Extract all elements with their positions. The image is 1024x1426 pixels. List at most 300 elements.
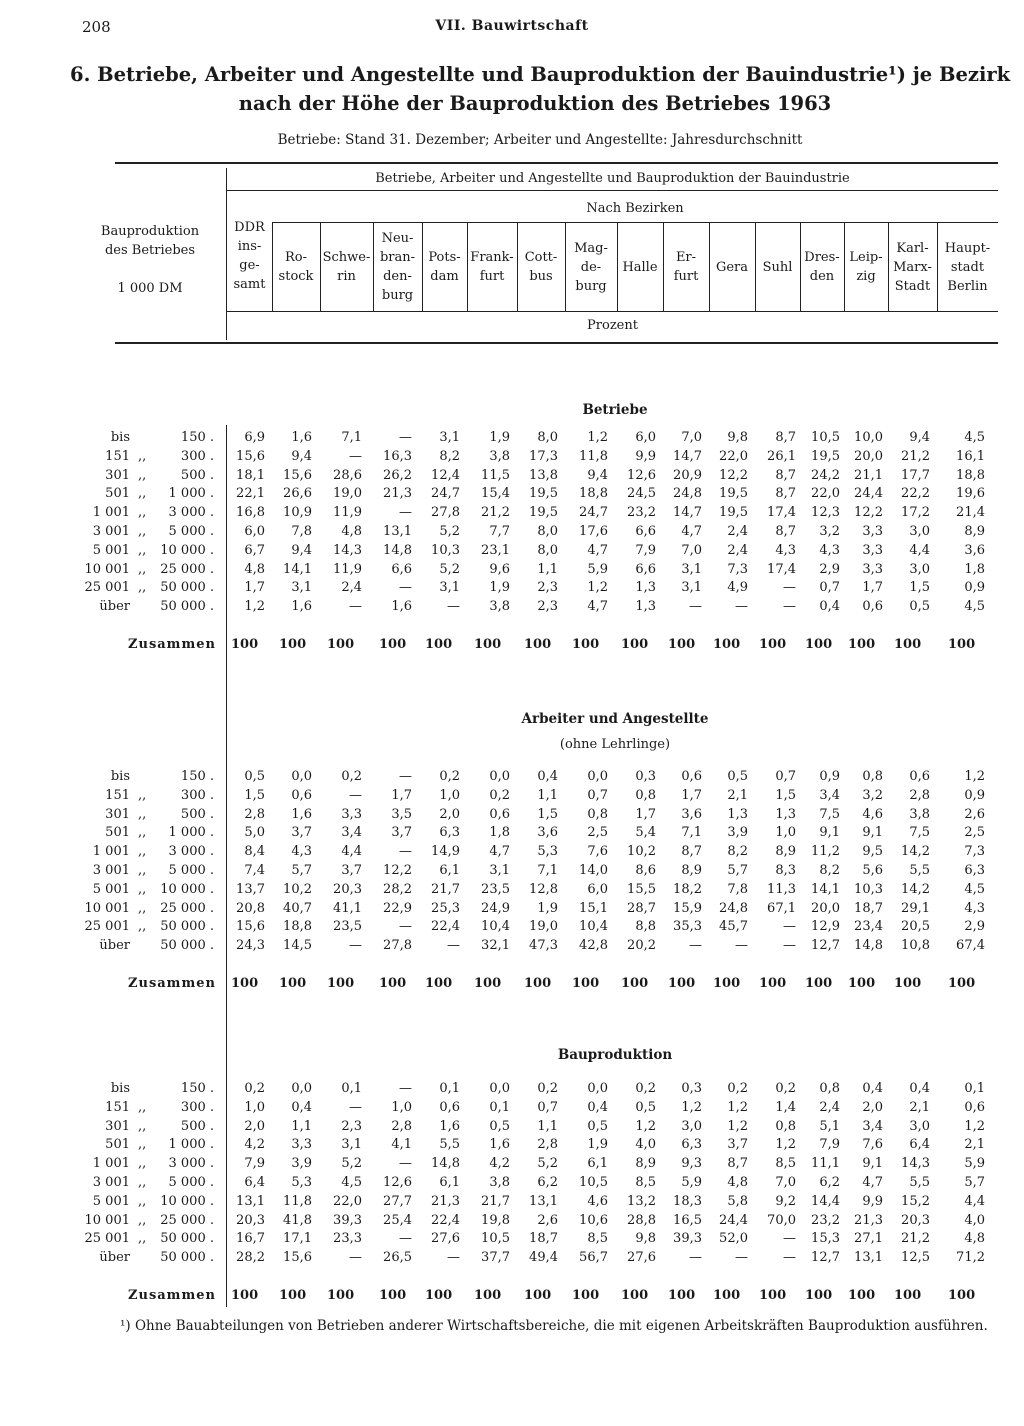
row-label: [82, 1250, 222, 1268]
table-cell: 11,9: [333, 505, 362, 521]
table-cell: 1,2: [681, 1099, 702, 1115]
table-cell: 0,8: [775, 1118, 796, 1134]
table-cell: 27,7: [383, 1193, 412, 1209]
table-cell: 0,8: [819, 1081, 840, 1096]
table-cell: 24,7: [431, 486, 460, 502]
table-cell: 20,2: [627, 938, 656, 954]
table-cell: 3,4: [862, 1118, 883, 1134]
table-cell: 1,3: [635, 599, 656, 615]
table-cell: 0,4: [909, 1081, 930, 1096]
table-cell: 0,2: [537, 1081, 558, 1096]
total-cell: 100: [572, 637, 600, 652]
row-label-from: 301: [105, 1118, 130, 1134]
table-cell: 5,8: [727, 1193, 748, 1209]
table-cell: 3,0: [909, 1118, 930, 1134]
row-label: [82, 1175, 222, 1193]
table-cell: 9,3: [681, 1156, 702, 1172]
table-cell: —: [399, 505, 412, 521]
table-cell: 1,2: [587, 430, 608, 445]
row-label-to: 500 .: [180, 806, 214, 822]
table-cell: 4,7: [587, 542, 608, 558]
table-cell: 0,0: [587, 769, 608, 784]
table-cell: 8,2: [819, 863, 840, 878]
table-cell: 1,5: [909, 580, 930, 596]
table-cell: 25,4: [383, 1212, 412, 1228]
table-cell: 14,5: [283, 938, 312, 954]
table-cell: 8,4: [244, 844, 265, 860]
table-cell: 15,6: [283, 467, 312, 483]
row-label-to: 10 000 .: [160, 542, 214, 558]
table-cell: 17,2: [901, 505, 930, 521]
table-cell: 19,5: [529, 486, 558, 502]
table-cell: 9,9: [862, 1193, 883, 1209]
table-cell: 5,2: [537, 1156, 558, 1172]
table-cell: 0,5: [635, 1099, 656, 1115]
total-cell: 100: [231, 637, 259, 652]
table-cell: 40,7: [283, 900, 312, 916]
table-cell: 1,9: [537, 900, 558, 916]
table-cell: —: [399, 580, 412, 596]
row-label-from: 501: [105, 486, 130, 502]
table-cell: 8,9: [775, 844, 796, 860]
table-cell: 6,6: [635, 524, 656, 539]
table-cell: 14,3: [333, 542, 362, 558]
table-cell: —: [447, 599, 460, 615]
row-label: [82, 468, 222, 486]
table-cell: 12,6: [383, 1175, 412, 1190]
table-cell: 0,2: [341, 769, 362, 784]
table-cell: 0,0: [587, 1081, 608, 1096]
total-cell: 100: [327, 976, 355, 991]
table-cell: 23,1: [481, 542, 510, 558]
table-cell: 18,8: [579, 486, 608, 502]
table-cell: 71,2: [956, 1250, 985, 1266]
column-header: bus: [529, 269, 553, 284]
table-cell: 14,1: [811, 881, 840, 897]
table-cell: 0,2: [244, 1081, 265, 1096]
row-label: [82, 449, 222, 467]
table-cell: 0,7: [819, 580, 840, 596]
total-cell: 100: [948, 1288, 976, 1303]
table-cell: 2,8: [909, 787, 930, 803]
table-cell: 4,4: [964, 1193, 985, 1209]
table-cell: 8,5: [635, 1175, 656, 1190]
column-header: Gera: [715, 259, 749, 275]
table-cell: 14,8: [854, 938, 883, 954]
table-cell: —: [349, 1250, 362, 1266]
table-cell: 5,7: [727, 863, 748, 878]
row-label-to: 1 000 .: [168, 825, 214, 841]
table-cell: 1,0: [391, 1099, 412, 1115]
table-cell: 4,1: [391, 1137, 412, 1153]
table-cell: 22,4: [431, 919, 460, 935]
table-cell: 0,1: [439, 1081, 460, 1096]
table-cell: —: [399, 844, 412, 860]
table-cell: 0,1: [489, 1099, 510, 1115]
table-cell: —: [349, 599, 362, 615]
table-cell: 3,1: [439, 580, 460, 596]
row-label-from: 5 001: [92, 881, 130, 897]
total-cell: 100: [231, 1288, 259, 1303]
table-cell: 5,6: [862, 863, 883, 878]
table-cell: 5,2: [439, 524, 460, 539]
table-cell: 1,9: [587, 1137, 608, 1153]
row-label-to: 500 .: [180, 467, 214, 483]
table-cell: 18,2: [673, 881, 702, 897]
table-cell: 18,7: [854, 900, 883, 916]
table-cell: 17,6: [579, 524, 608, 539]
table-cell: 6,1: [439, 863, 460, 878]
row-label-to: 25 000 .: [160, 561, 214, 577]
table-cell: 3,7: [291, 825, 312, 841]
table-cell: 13,1: [854, 1250, 883, 1266]
total-cell: 100: [572, 976, 600, 991]
table-cell: 3,0: [909, 524, 930, 539]
table-cell: 12,2: [854, 505, 883, 521]
table-cell: 1,6: [391, 599, 412, 615]
column-header: den-: [383, 269, 412, 284]
table-cell: 19,8: [481, 1212, 510, 1228]
table-cell: 3,8: [909, 806, 930, 822]
row-label-to: 500 .: [180, 1118, 214, 1134]
table-cell: 2,4: [341, 580, 362, 596]
row-label: [82, 1194, 222, 1212]
column-header: stock: [278, 269, 314, 284]
row-label-from: 25 001: [84, 1231, 130, 1247]
table-cell: 11,8: [283, 1193, 312, 1209]
row-label: [82, 1119, 222, 1137]
table-cell: 14,1: [283, 561, 312, 577]
table-cell: 21,1: [854, 467, 883, 483]
table-cell: 12,6: [627, 467, 656, 483]
table-cell: 7,8: [291, 524, 312, 539]
table-cell: 8,0: [537, 430, 558, 445]
row-label-to: 3 000 .: [168, 505, 214, 521]
row-label-ditto: ,,: [138, 1175, 147, 1190]
table-cell: 0,0: [489, 769, 510, 784]
table-cell: 6,0: [587, 881, 608, 897]
column-header: DDR: [234, 220, 265, 235]
row-label-ditto: ,,: [138, 919, 147, 935]
table-cell: 1,3: [775, 806, 796, 822]
running-head: VII. Bauwirtschaft: [435, 18, 589, 34]
column-header: dam: [430, 269, 459, 284]
table-cell: 12,2: [383, 863, 412, 878]
column-header: ins-: [237, 239, 262, 254]
table-cell: 11,3: [767, 881, 796, 897]
table-cell: 49,4: [529, 1250, 558, 1266]
table-cell: 24,3: [236, 938, 265, 954]
table-cell: 8,0: [537, 542, 558, 558]
table-cell: —: [735, 599, 748, 615]
total-cell: 100: [621, 976, 649, 991]
table-cell: 12,3: [811, 505, 840, 521]
table-cell: 2,8: [391, 1118, 412, 1134]
column-header: Suhl: [762, 259, 793, 275]
table-cell: 14,2: [901, 844, 930, 860]
table-cell: 1,1: [537, 787, 558, 803]
table-cell: 3,0: [909, 561, 930, 577]
row-label-from: 3 001: [92, 1175, 130, 1190]
table-cell: 39,3: [333, 1212, 362, 1228]
table-cell: 10,6: [579, 1212, 608, 1228]
table-cell: 1,3: [635, 580, 656, 596]
table-cell: —: [783, 1250, 796, 1266]
table-cell: 5,5: [439, 1137, 460, 1153]
table-cell: 8,0: [537, 524, 558, 539]
table-cell: 1,6: [291, 599, 312, 615]
row-label-from: 151: [105, 1099, 130, 1115]
table-cell: —: [735, 1250, 748, 1266]
row-label-ditto: ,,: [138, 467, 147, 483]
table-cell: 0,0: [291, 1081, 312, 1096]
table-cell: 7,7: [489, 524, 510, 539]
table-cell: 14,2: [901, 881, 930, 897]
total-cell: 100: [848, 976, 876, 991]
row-label: [82, 1231, 222, 1249]
column-header: de-: [580, 259, 602, 275]
table-cell: 3,1: [439, 430, 460, 445]
table-cell: 17,3: [529, 448, 558, 464]
table-cell: 4,5: [964, 430, 985, 445]
table-cell: 21,2: [901, 448, 930, 464]
table-cell: 2,5: [587, 825, 608, 841]
row-label-from: 3 001: [92, 524, 130, 539]
row-label-ditto: ,,: [138, 1193, 147, 1209]
row-label-ditto: ,,: [138, 1118, 147, 1134]
table-cell: 8,5: [587, 1231, 608, 1247]
table-cell: 27,6: [627, 1250, 656, 1266]
table-cell: 3,3: [862, 542, 883, 558]
table-cell: 8,7: [775, 524, 796, 539]
table-cell: 4,3: [819, 542, 840, 558]
column-header: furt: [673, 269, 699, 284]
table-cell: 3,6: [681, 806, 702, 822]
table-cell: 24,2: [811, 467, 840, 483]
table-cell: —: [349, 938, 362, 954]
table-cell: 7,0: [681, 542, 702, 558]
column-header: Er-: [675, 250, 697, 265]
row-label-to: 25 000 .: [160, 1212, 214, 1228]
table-cell: 4,5: [341, 1175, 362, 1190]
row-label-to: 150 .: [180, 769, 214, 784]
table-cell: 2,1: [909, 1099, 930, 1115]
table-cell: —: [783, 938, 796, 954]
total-cell: 100: [572, 1288, 600, 1303]
column-header: bran-: [379, 250, 416, 265]
table-cell: 3,3: [862, 561, 883, 577]
table-cell: 10,2: [627, 844, 656, 860]
table-cell: 0,1: [964, 1081, 985, 1096]
table-cell: 37,7: [481, 1250, 510, 1266]
table-cell: 5,9: [587, 561, 608, 577]
table-cell: 1,7: [244, 580, 265, 596]
table-cell: 17,7: [901, 467, 930, 483]
total-cell: 100: [948, 976, 976, 991]
table-cell: 3,1: [341, 1137, 362, 1153]
table-cell: 15,6: [236, 919, 265, 935]
table-cell: 52,0: [719, 1231, 748, 1247]
table-cell: 12,8: [529, 881, 558, 897]
table-cell: 5,5: [909, 863, 930, 878]
column-header: ge-: [239, 258, 260, 273]
table-cell: 26,6: [283, 486, 312, 502]
section-title: Betriebe: [582, 402, 648, 418]
table-cell: 14,0: [579, 863, 608, 878]
table-cell: 9,6: [489, 561, 510, 577]
total-cell: 100: [805, 1288, 833, 1303]
row-label-ditto: ,,: [138, 505, 147, 521]
table-cell: 1,5: [775, 787, 796, 803]
table-cell: 14,9: [431, 844, 460, 860]
table-cell: 0,0: [291, 769, 312, 784]
table-cell: 22,4: [431, 1212, 460, 1228]
table-cell: 1,6: [489, 1137, 510, 1153]
column-header: Cott-: [524, 250, 558, 265]
row-label-from: über: [99, 938, 130, 954]
table-cell: 1,0: [244, 1099, 265, 1115]
table-cell: 42,8: [579, 938, 608, 954]
table-cell: 5,2: [341, 1156, 362, 1172]
table-cell: 19,6: [956, 486, 985, 502]
table-cell: 3,4: [819, 787, 840, 803]
row-label-ditto: ,,: [138, 806, 147, 822]
table-cell: 0,5: [727, 769, 748, 784]
section-title: Arbeiter und Angestellte: [521, 711, 709, 727]
row-label-from: 25 001: [84, 919, 130, 935]
table-cell: 2,9: [819, 561, 840, 577]
column-header: Neu-: [381, 231, 414, 246]
row-label-from: 25 001: [84, 580, 130, 596]
table-cell: 12,7: [811, 1250, 840, 1266]
table-cell: 3,5: [391, 806, 412, 822]
row-label-from: 301: [105, 467, 130, 483]
table-cell: 13,1: [236, 1193, 265, 1209]
table-cell: 23,3: [333, 1231, 362, 1247]
total-cell: 100: [425, 976, 453, 991]
row-label: [82, 901, 222, 919]
table-cell: 0,8: [635, 787, 656, 803]
table-cell: 1,7: [391, 787, 412, 803]
table-cell: 7,1: [341, 430, 362, 445]
table-cell: 2,0: [439, 806, 460, 822]
row-label-from: 10 001: [84, 1212, 130, 1228]
row-label-to: 50 000 .: [160, 599, 214, 615]
row-label-from: über: [99, 599, 130, 615]
table-cell: 7,3: [727, 561, 748, 577]
table-cell: 27,8: [431, 505, 460, 521]
total-cell: 100: [524, 1288, 552, 1303]
row-label: [82, 1137, 222, 1155]
row-label-to: 150 .: [180, 430, 214, 445]
table-cell: 3,1: [681, 561, 702, 577]
total-cell: 100: [848, 1288, 876, 1303]
table-cell: 3,6: [537, 825, 558, 841]
row-label-to: 5 000 .: [168, 524, 214, 539]
table-cell: —: [689, 938, 702, 954]
table-cell: 7,0: [681, 430, 702, 445]
table-cell: 19,0: [333, 486, 362, 502]
table-cell: 0,6: [291, 787, 312, 803]
table-cell: 0,1: [341, 1081, 362, 1096]
table-cell: 20,5: [901, 919, 930, 935]
table-cell: 4,5: [964, 881, 985, 897]
table-cell: 10,5: [811, 430, 840, 445]
table-cell: 6,6: [635, 561, 656, 577]
table-cell: 6,6: [391, 561, 412, 577]
table-cell: 15,3: [811, 1231, 840, 1247]
table-cell: 3,7: [727, 1137, 748, 1153]
spanner-rule: [227, 190, 998, 191]
table-cell: 21,3: [383, 486, 412, 502]
table-cell: 19,5: [719, 486, 748, 502]
row-label: [82, 505, 222, 523]
row-label-from: 501: [105, 1137, 130, 1153]
table-cell: 7,9: [819, 1137, 840, 1153]
row-label-ditto: ,,: [138, 486, 147, 502]
table-cell: 24,8: [673, 486, 702, 502]
table-cell: 1,2: [727, 1099, 748, 1115]
table-cell: 0,9: [964, 580, 985, 596]
table-cell: 8,2: [727, 844, 748, 860]
row-label-ditto: ,,: [138, 1156, 147, 1172]
table-cell: 20,3: [236, 1212, 265, 1228]
total-cell: 100: [379, 976, 407, 991]
table-cell: 2,3: [537, 599, 558, 615]
section-subtitle: (ohne Lehrlinge): [559, 737, 671, 752]
table-cell: 4,4: [909, 542, 930, 558]
total-cell: 100: [327, 637, 355, 652]
table-cell: 22,0: [333, 1193, 362, 1209]
table-cell: 0,8: [587, 806, 608, 822]
column-header: Frank-: [470, 250, 514, 265]
table-cell: 28,2: [236, 1250, 265, 1266]
table-cell: 10,3: [854, 881, 883, 897]
table-cell: 0,6: [489, 806, 510, 822]
table-cell: 0,2: [775, 1081, 796, 1096]
table-cell: 0,7: [775, 769, 796, 784]
column-header: Schwe-: [322, 250, 371, 265]
table-cell: 2,8: [537, 1137, 558, 1153]
table-cell: 1,2: [244, 599, 265, 615]
table-cell: 0,2: [489, 787, 510, 803]
total-cell: 100: [894, 1288, 922, 1303]
row-label-to: 10 000 .: [160, 881, 214, 897]
table-cell: 3,3: [291, 1137, 312, 1153]
table-cell: 12,5: [901, 1250, 930, 1266]
table-cell: 23,5: [481, 881, 510, 897]
sub-spanner-header: Nach Bezirken: [586, 201, 684, 216]
total-cell: 100: [759, 1288, 787, 1303]
table-cell: 3,3: [341, 806, 362, 822]
table-cell: —: [783, 580, 796, 596]
table-cell: 5,3: [537, 844, 558, 860]
row-label-ditto: ,,: [138, 881, 147, 897]
row-label: [82, 807, 222, 825]
row-label-ditto: ,,: [138, 542, 147, 558]
table-cell: 10,3: [431, 542, 460, 558]
row-label-to: 10 000 .: [160, 1193, 214, 1209]
row-label-from: 1 001: [92, 505, 130, 521]
table-cell: 1,6: [291, 430, 312, 445]
table-cell: 6,3: [964, 863, 985, 878]
table-cell: 7,3: [964, 844, 985, 860]
row-label-to: 1 000 .: [168, 1137, 214, 1153]
total-cell: 100: [805, 976, 833, 991]
table-cell: 20,3: [901, 1212, 930, 1228]
table-cell: 26,2: [383, 467, 412, 483]
table-cell: 2,5: [964, 825, 985, 841]
